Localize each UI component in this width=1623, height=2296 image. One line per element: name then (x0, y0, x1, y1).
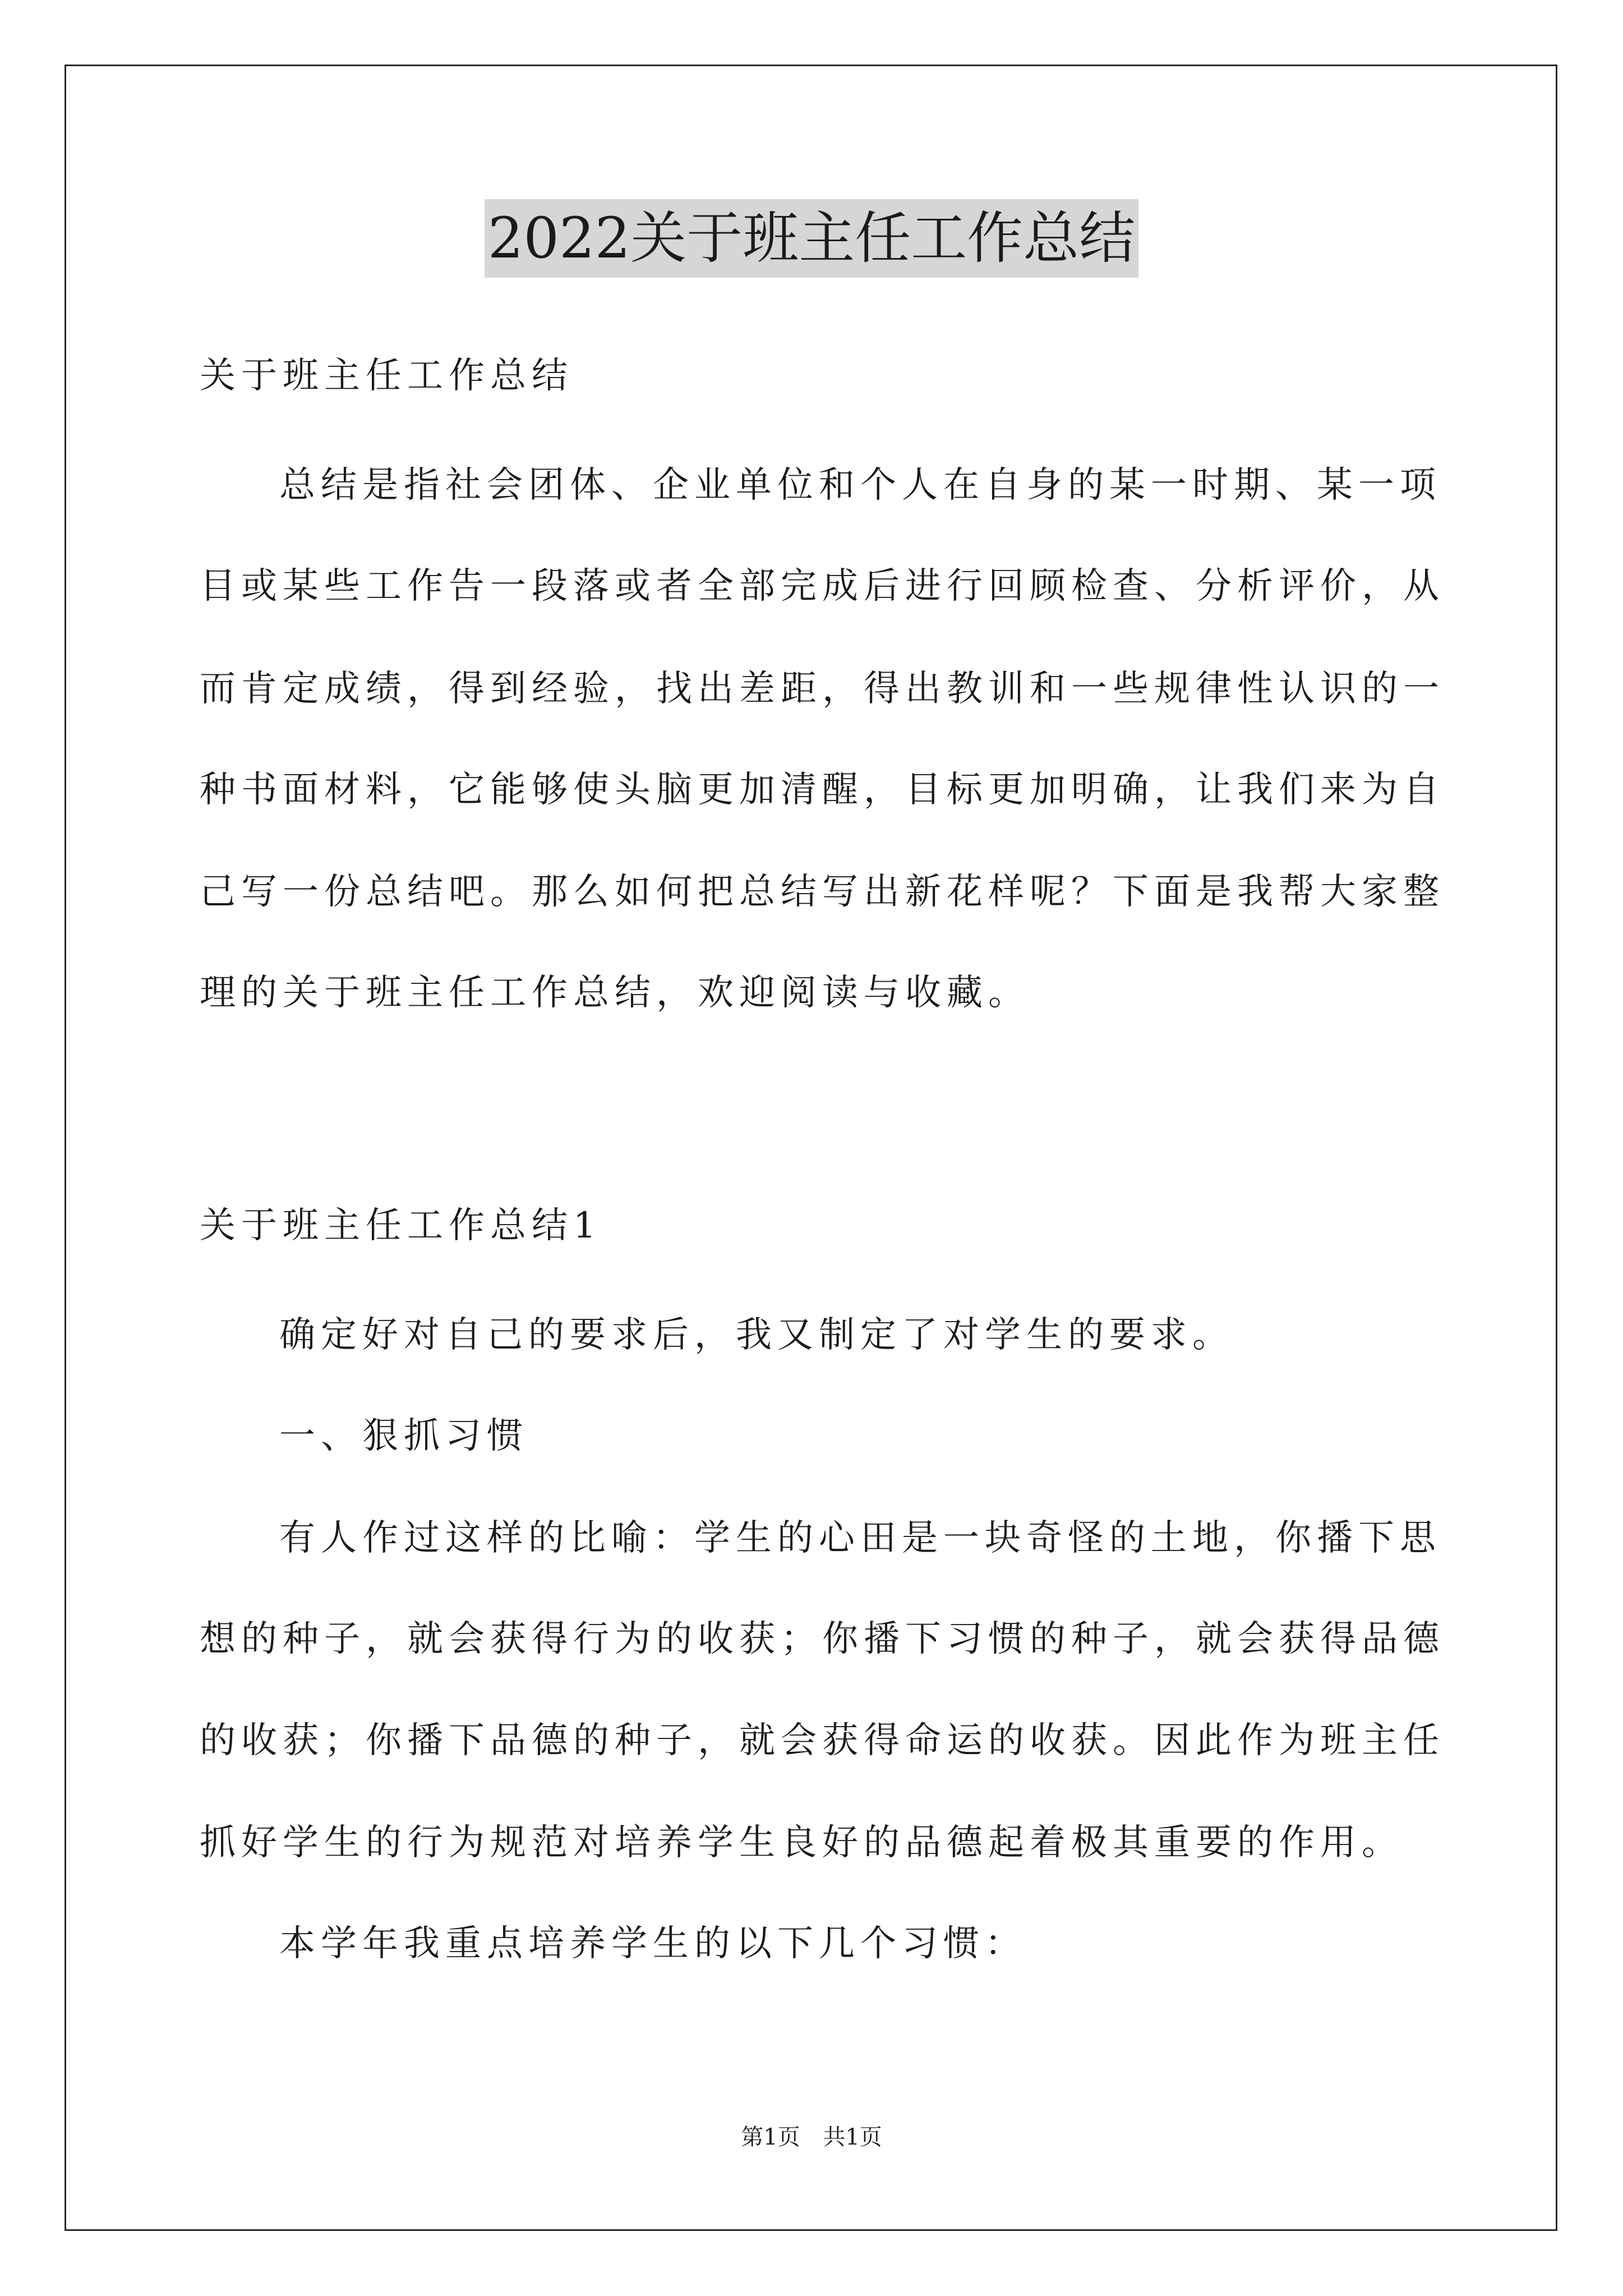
paragraph-line: 有人作过这样的比喻：学生的心田是一块奇怪的土地，你播下思 (279, 1517, 1441, 1559)
intro-line: 目或某些工作告一段落或者全部完成后进行回顾检查、分析评价，从 (200, 565, 1445, 607)
intro-line: 种书面材料，它能够使头脑更加清醒，目标更加明确，让我们来为自 (200, 769, 1445, 811)
page-number: 第1页 (741, 2124, 800, 2150)
intro-line: 总结是指社会团体、企业单位和个人在自身的某一时期、某一项 (279, 464, 1441, 506)
section-heading: 关于班主任工作总结1 (200, 1205, 602, 1246)
intro-line: 己写一份总结吧。那么如何把总结写出新花样呢？下面是我帮大家整 (200, 871, 1445, 913)
subheading: 一、狠抓习惯 (279, 1415, 528, 1457)
paragraph-line: 想的种子，就会获得行为的收获；你播下习惯的种子，就会获得品德 (200, 1618, 1445, 1660)
paragraph-line: 的收获；你播下品德的种子，就会获得命运的收获。因此作为班主任 (200, 1720, 1445, 1761)
document-subtitle: 关于班主任工作总结 (200, 355, 573, 397)
title-container (0, 199, 1623, 278)
page-footer (0, 2120, 1623, 2154)
paragraph-line: 抓好学生的行为规范对培养学生良好的品德起着极其重要的作用。 (200, 1822, 1403, 1864)
intro-line: 而肯定成绩，得到经验，找出差距，得出教训和一些规律性认识的一 (200, 668, 1445, 710)
paragraph: 本学年我重点培养学生的以下几个习惯： (279, 1923, 1026, 1964)
paragraph: 确定好对自己的要求后，我又制定了对学生的要求。 (279, 1314, 1234, 1356)
page-total: 共1页 (823, 2124, 882, 2150)
intro-line: 理的关于班主任工作总结，欢迎阅读与收藏。 (200, 972, 1030, 1014)
document-title: 2022关于班主任工作总结 (485, 199, 1139, 278)
